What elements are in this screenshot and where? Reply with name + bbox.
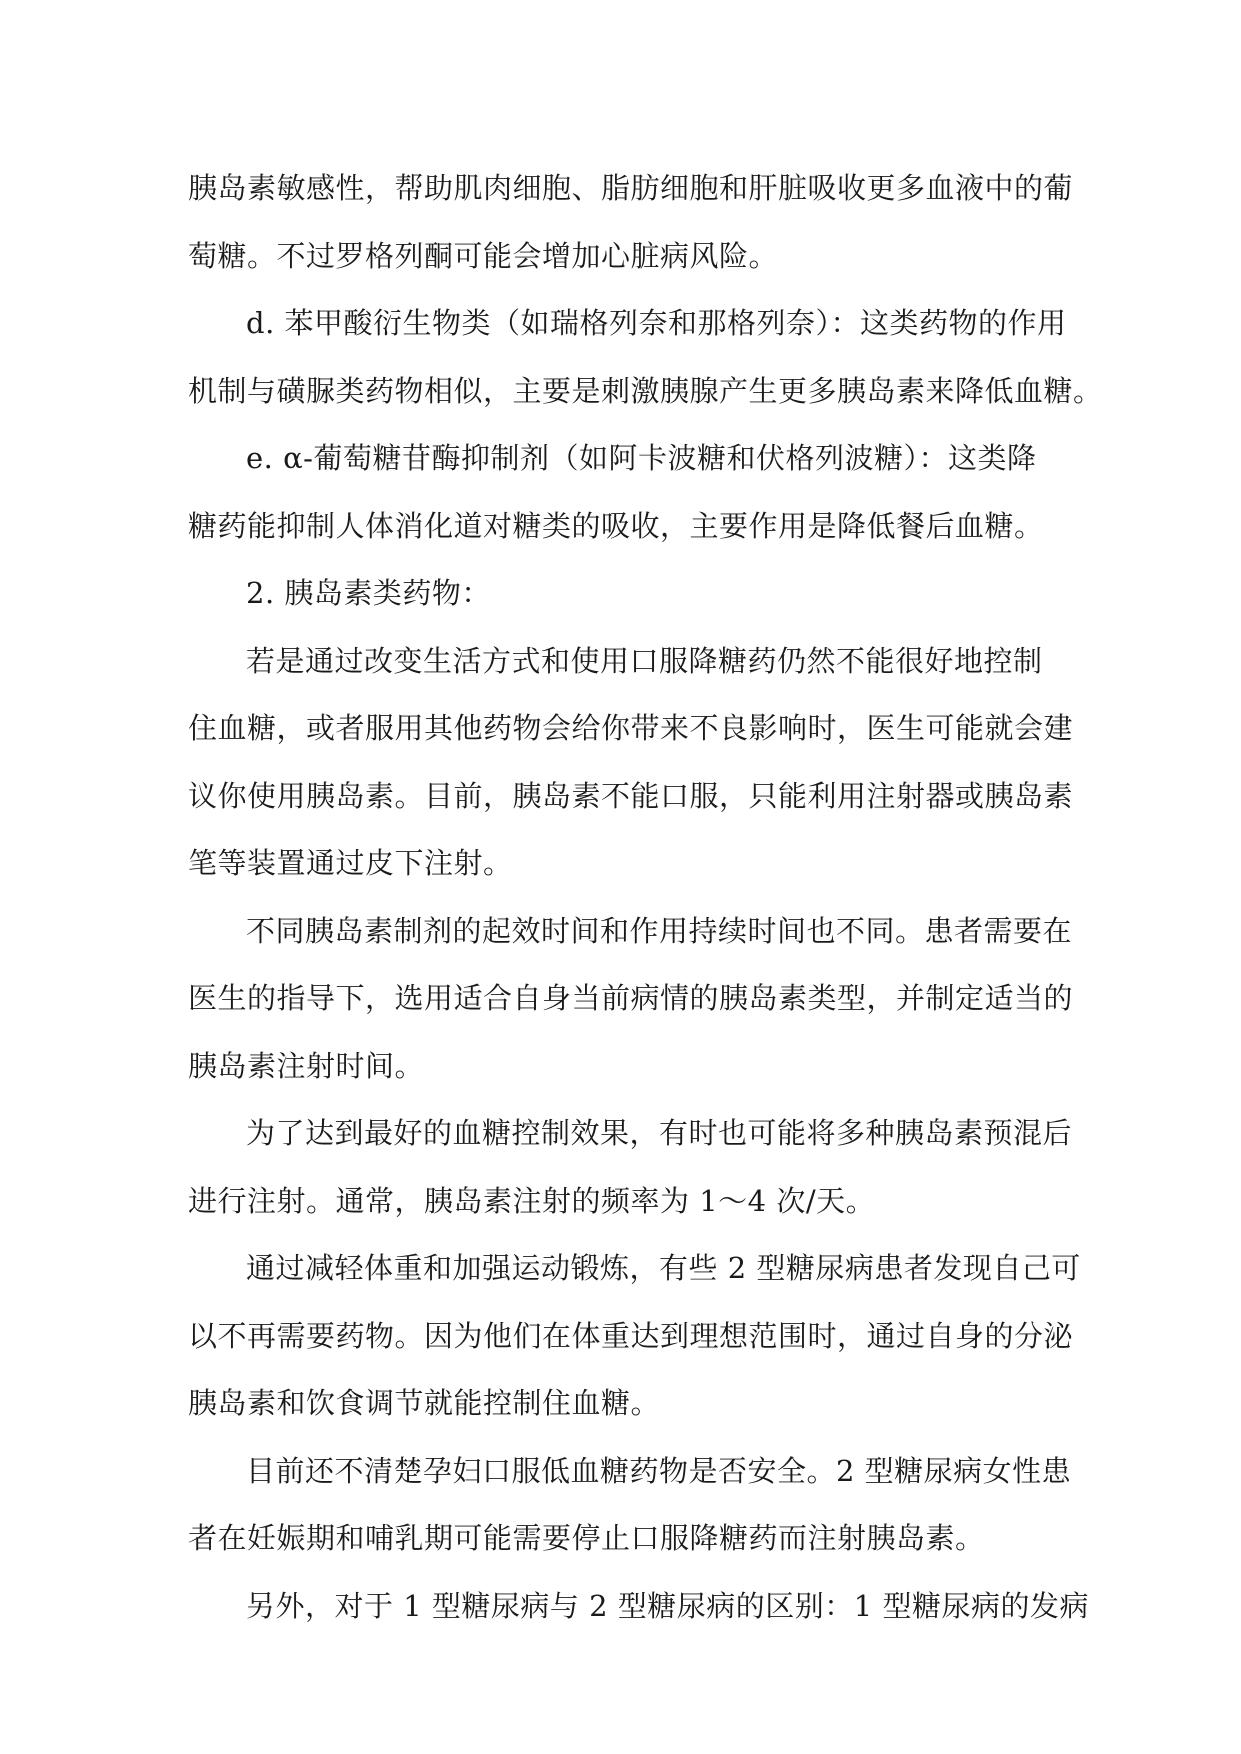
text-line: d. 苯甲酸衍生物类（如瑞格列奈和那格列奈）：这类药物的作用 xyxy=(246,306,1067,340)
text-line: 另外，对于 1 型糖尿病与 2 型糖尿病的区别：1 型糖尿病的发病 xyxy=(246,1588,1089,1623)
text-line: 通过减轻体重和加强运动锻炼，有些 2 型糖尿病患者发现自己可 xyxy=(246,1251,1081,1285)
text-line: 2. 胰岛素类药物： xyxy=(246,576,491,610)
text-line: 医生的指导下，选用适合自身当前病情的胰岛素类型，并制定适当的 xyxy=(188,981,1074,1015)
text-line: 议你使用胰岛素。目前，胰岛素不能口服，只能利用注射器或胰岛素 xyxy=(188,778,1074,813)
text-line: 胰岛素注射时间。 xyxy=(188,1048,425,1083)
text-line: 者在妊娠期和哺乳期可能需要停止口服降糖药而注射胰岛素。 xyxy=(188,1521,985,1555)
body-text xyxy=(188,155,1103,1640)
text-line: 目前还不清楚孕妇口服低血糖药物是否安全。2 型糖尿病女性患 xyxy=(246,1453,1072,1488)
text-line: 胰岛素敏感性，帮助肌肉细胞、脂肪细胞和肝脏吸收更多血液中的葡 xyxy=(188,171,1074,205)
text-line: 胰岛素和饮食调节就能控制住血糖。 xyxy=(188,1386,661,1420)
text-line: 为了达到最好的血糖控制效果，有时也可能将多种胰岛素预混后 xyxy=(246,1116,1073,1150)
text-line: 住血糖，或者服用其他药物会给你带来不良影响时，医生可能就会建 xyxy=(188,711,1074,745)
text-line: 不同胰岛素制剂的起效时间和作用持续时间也不同。患者需要在 xyxy=(246,913,1073,948)
text-line: 机制与磺脲类药物相似，主要是刺激胰腺产生更多胰岛素来降低血糖。 xyxy=(188,373,1103,408)
text-line: 萄糖。不过罗格列酮可能会增加心脏病风险。 xyxy=(188,238,779,273)
text-line: 以不再需要药物。因为他们在体重达到理想范围时，通过自身的分泌 xyxy=(188,1318,1074,1353)
text-line: 进行注射。通常，胰岛素注射的频率为 1～4 次/天。 xyxy=(188,1183,876,1218)
text-line: 糖药能抑制人体消化道对糖类的吸收，主要作用是降低餐后血糖。 xyxy=(188,508,1044,543)
text-line: 若是通过改变生活方式和使用口服降糖药仍然不能很好地控制 xyxy=(246,643,1043,678)
text-line: e. α-葡萄糖苷酶抑制剂（如阿卡波糖和伏格列波糖）：这类降 xyxy=(246,441,1037,475)
text-line: 笔等装置通过皮下注射。 xyxy=(188,846,513,880)
